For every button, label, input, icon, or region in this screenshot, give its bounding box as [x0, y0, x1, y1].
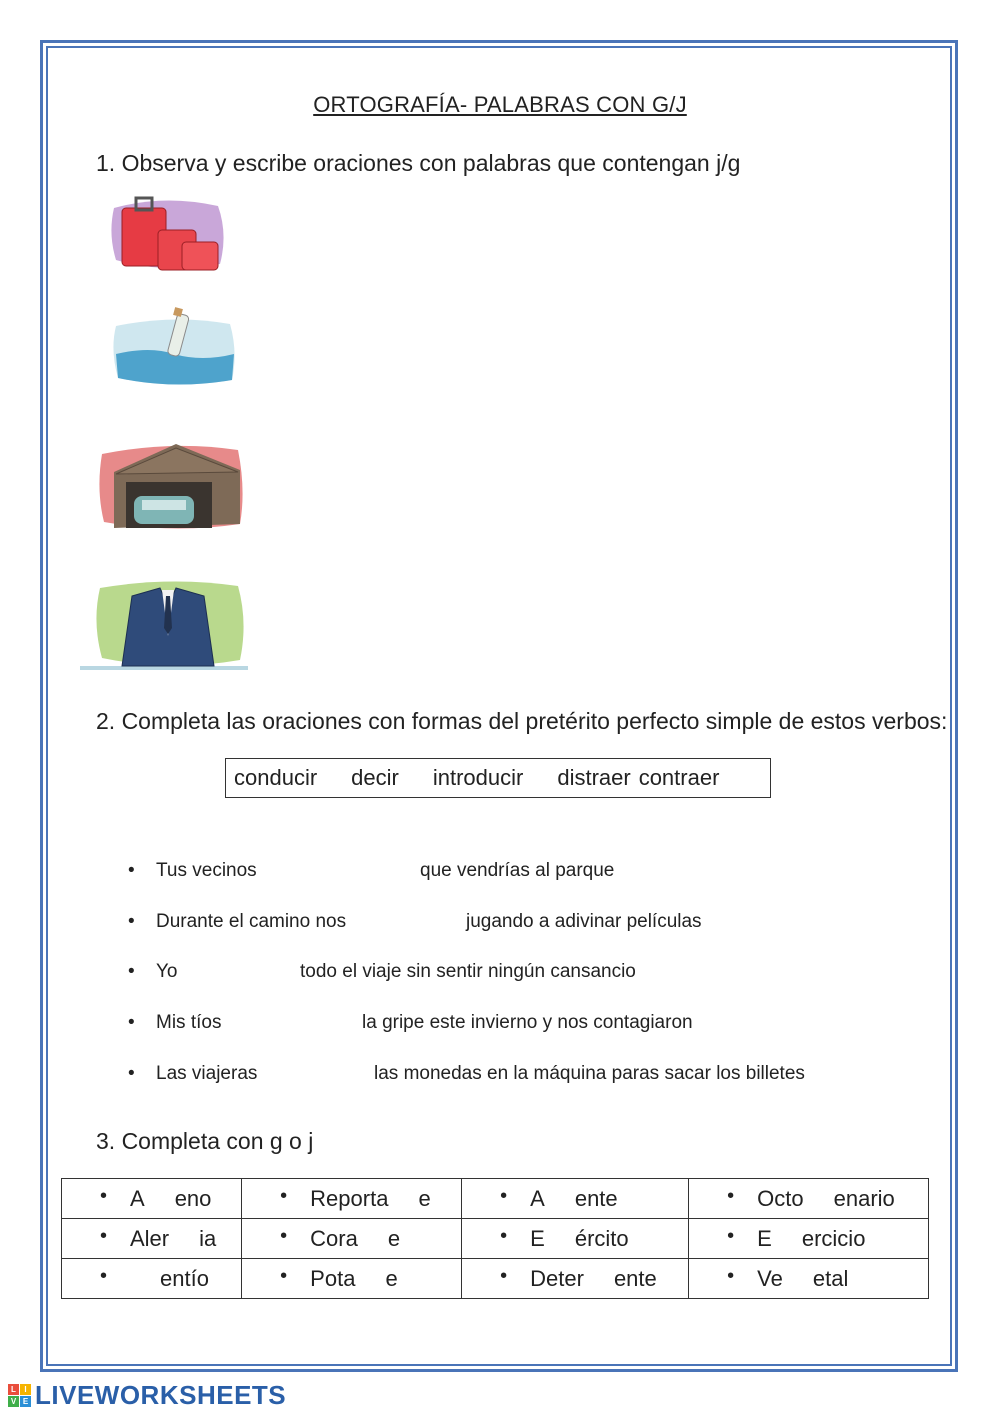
sentence-after: que vendrías al parque [420, 860, 615, 881]
sentence-item [128, 1063, 805, 1085]
sentence-after: las monedas en la máquina paras sacar los billetes [374, 1063, 805, 1084]
word-cell: • Aler ia [62, 1219, 242, 1259]
sentence-after: la gripe este invierno y nos contagiaron [362, 1012, 693, 1033]
verb: contraer [638, 765, 720, 790]
jacket-image [80, 576, 248, 672]
sentence-item [128, 961, 636, 983]
bullet: • [128, 961, 135, 982]
word-cell: • A eno [62, 1179, 242, 1219]
verb: introducir [432, 765, 524, 790]
word-cell: • Pota e [242, 1259, 462, 1299]
section3-heading: 3. Completa con g o j [96, 1128, 314, 1154]
bullet: • [128, 860, 135, 881]
verb: distraer [557, 765, 631, 790]
bullet: • [128, 1063, 135, 1084]
sentence-before: Mis tíos [156, 1012, 222, 1033]
sentence-item [128, 911, 702, 933]
word-cell: • Cora e [242, 1219, 462, 1259]
verb-box [225, 758, 771, 798]
word-cell: • entío [62, 1259, 242, 1299]
liveworksheets-footer [8, 1380, 286, 1411]
sentence-after: todo el viaje sin sentir ningún cansancio [300, 961, 636, 982]
brand-name: LIVEWORKSHEETS [35, 1380, 287, 1410]
section2-heading: 2. Completa las oraciones con formas del pretérito perfecto simple de estos verbos: [96, 708, 948, 734]
sentence-item [128, 860, 614, 882]
luggage-image [104, 194, 228, 274]
garage-image [96, 438, 246, 532]
word-cell: • Deter ente [462, 1259, 689, 1299]
verb: decir [351, 765, 399, 790]
word-cell: • A ente [462, 1179, 689, 1219]
verb: conducir [234, 765, 318, 790]
word-cell: • Reporta e [242, 1179, 462, 1219]
sentence-before: Yo [156, 961, 178, 982]
page-title: ORTOGRAFÍA- PALABRAS CON G/J [313, 92, 687, 117]
word-cell: • Ve etal [689, 1259, 929, 1299]
liveworksheets-logo-icon: L I V E [8, 1384, 31, 1407]
bullet: • [128, 1012, 135, 1033]
word-table [61, 1178, 929, 1299]
word-cell: • E ercicio [689, 1219, 929, 1259]
sentence-before: Las viajeras [156, 1063, 258, 1084]
table-row [62, 1179, 929, 1219]
sentence-before: Durante el camino nos [156, 911, 347, 932]
sentence-item [128, 1012, 693, 1034]
sentence-after: jugando a adivinar películas [466, 911, 702, 932]
sentence-before: Tus vecinos [156, 860, 257, 881]
word-cell: • Octo enario [689, 1179, 929, 1219]
section1-heading: 1. Observa y escribe oraciones con palabras que contengan j/g [96, 150, 741, 176]
bottle-in-water-image [110, 306, 238, 386]
table-row [62, 1259, 929, 1299]
table-row [62, 1219, 929, 1259]
word-cell: • E ército [462, 1219, 689, 1259]
bullet: • [128, 911, 135, 932]
